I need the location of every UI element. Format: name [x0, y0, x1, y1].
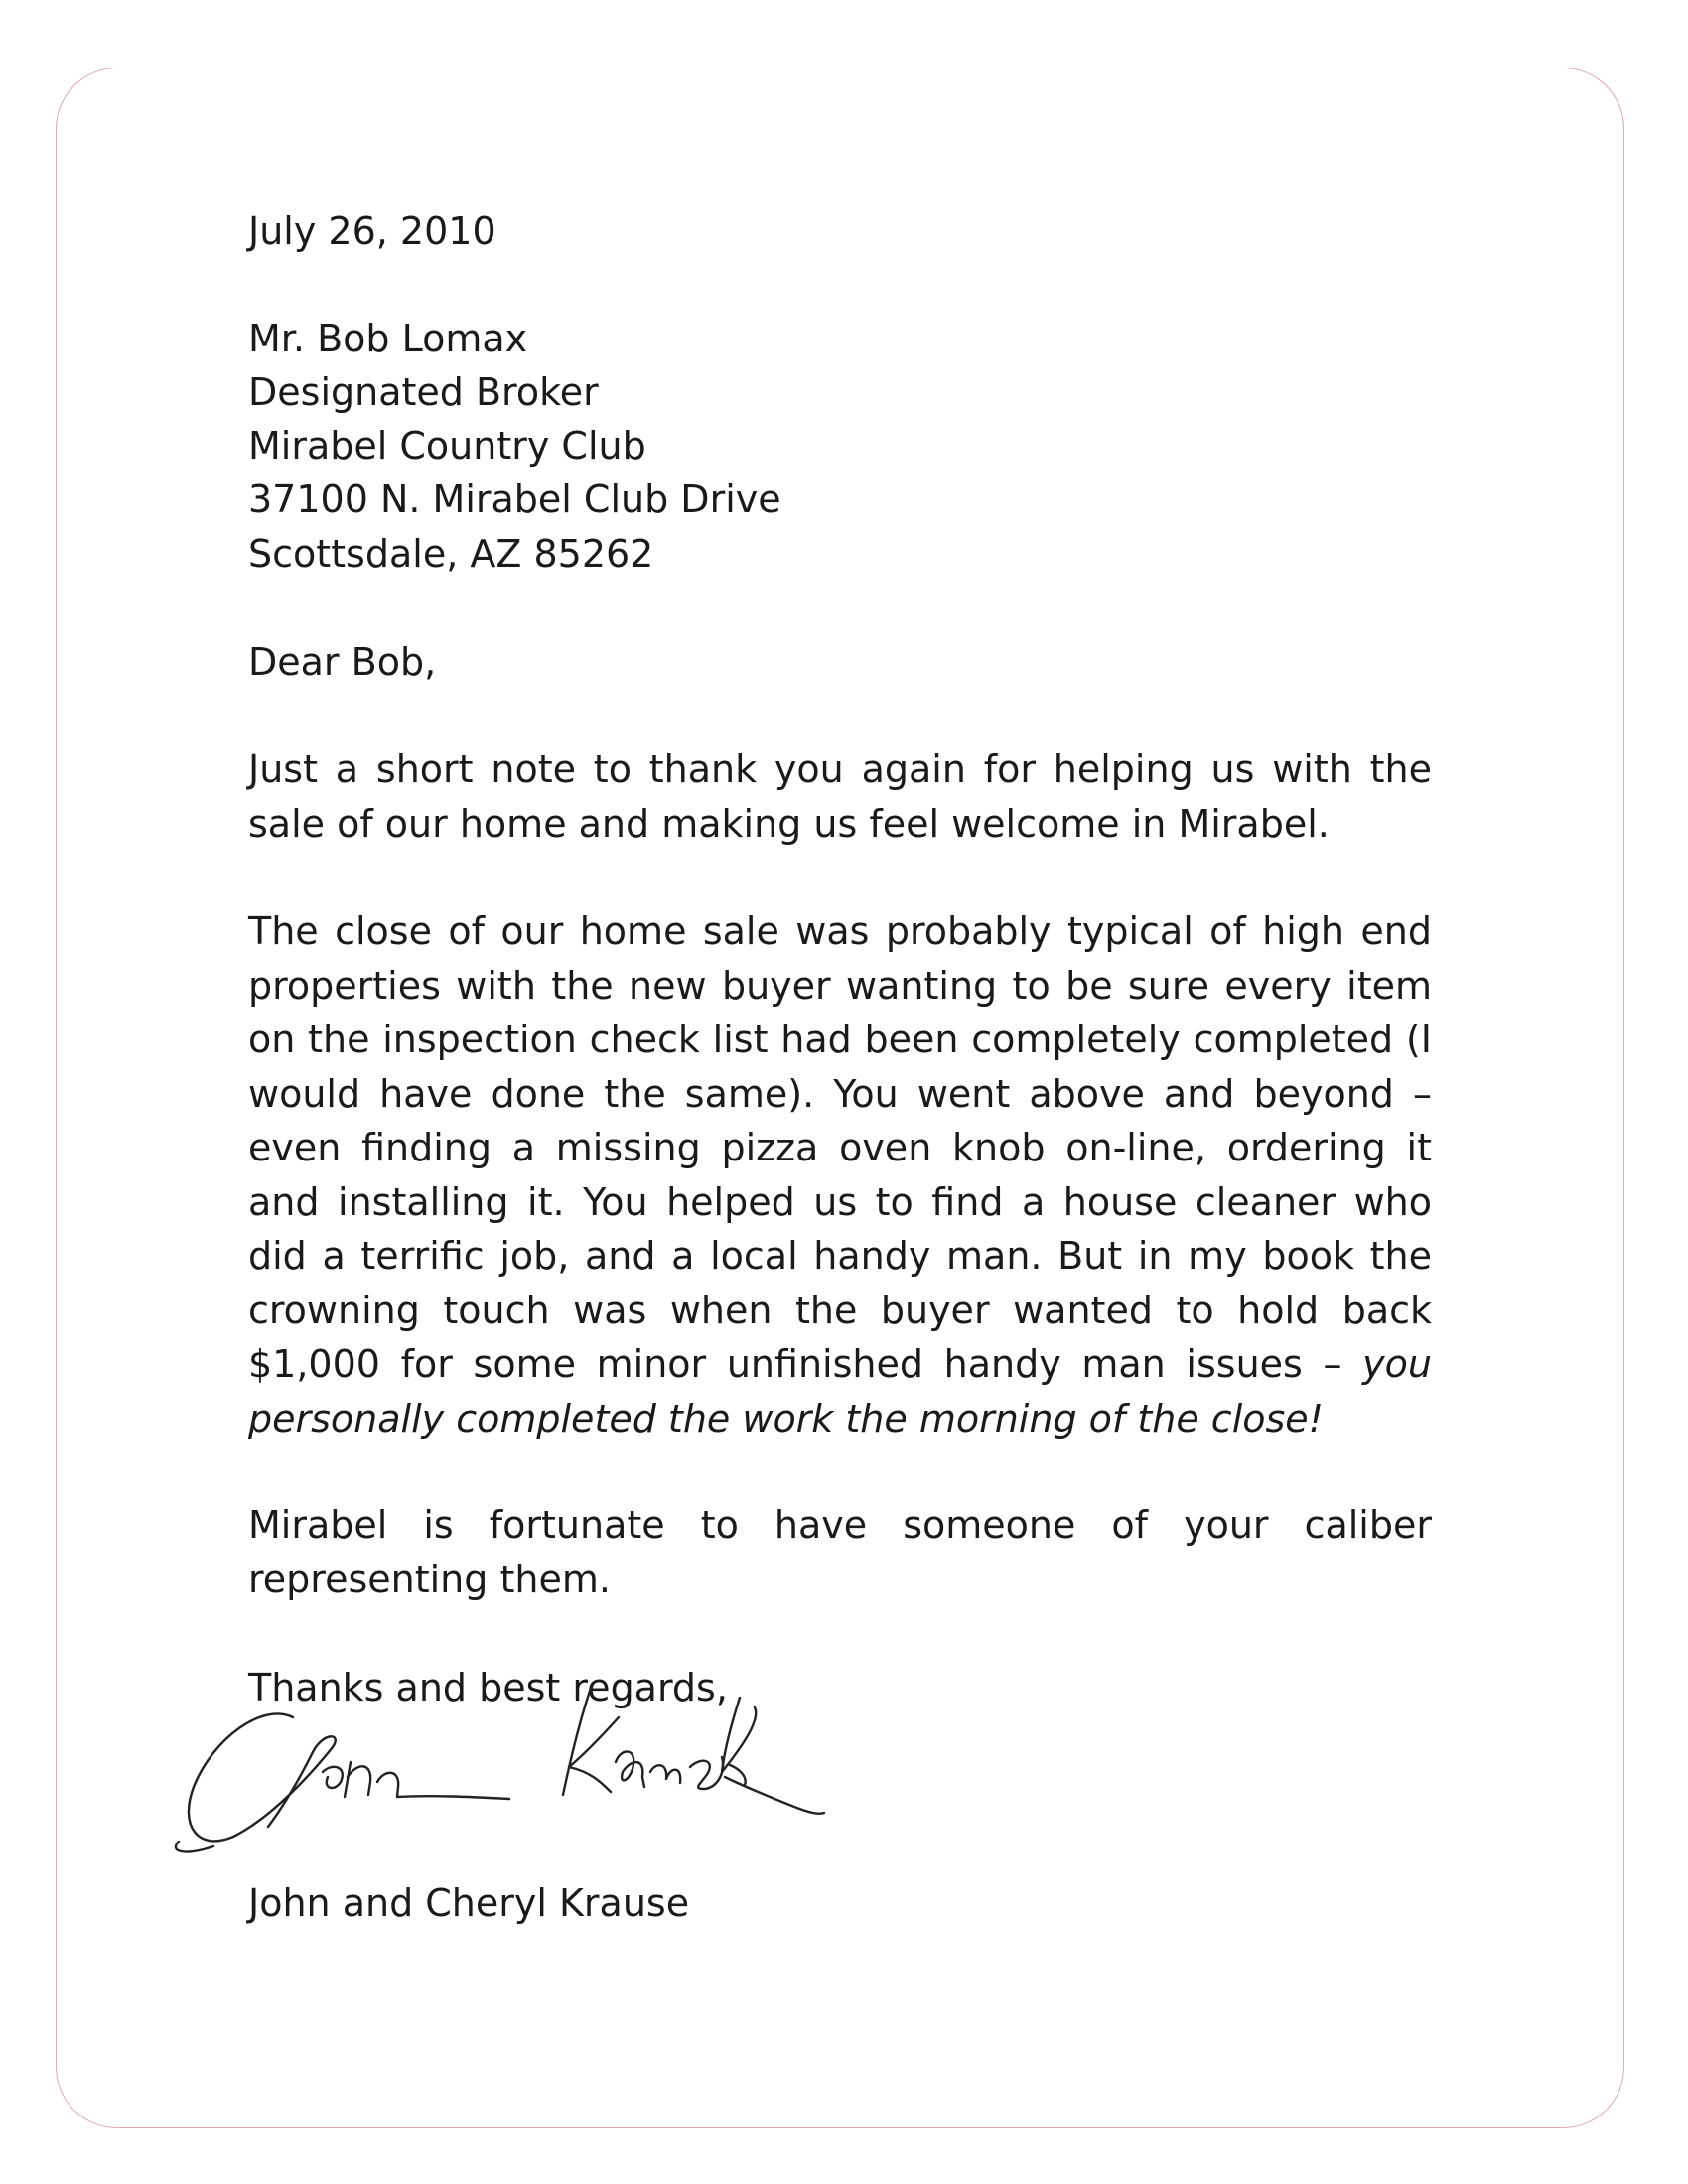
signature	[174, 1678, 889, 1876]
recipient-name: Mr. Bob Lomax	[248, 317, 528, 360]
paragraph-caliber: Mirabel is fortunate to have someone of your caliber representing them.	[248, 1503, 1432, 1601]
recipient-city-state-zip: Scottsdale, AZ 85262	[248, 532, 654, 576]
recipient-title: Designated Broker	[248, 370, 599, 414]
paragraph-close-text: The close of our home sale was probably typical of high end properties with the new buyer wanting to be sure every item on the inspection check list had been completely completed (I would have done the same). You went above and beyond – even finding a missing pizza oven knob on-line, ordering it and installing it. You helped us to find a house cleaner who did a terrific job, and a local handy man. But in my book the crowning touch was when the buyer wanted to hold back $1,000 for some minor unfinished handy man issues –	[248, 909, 1432, 1386]
paragraph-close-details	[248, 904, 1432, 1445]
paragraph-thanks: Just a short note to thank you again for helping us with the sale of our home and making us feel welcome in Mirabel.	[248, 748, 1432, 846]
letter-date: July 26, 2010	[248, 209, 496, 253]
salutation: Dear Bob,	[248, 640, 437, 684]
closing: Thanks and best regards,	[248, 1666, 728, 1709]
recipient-organization: Mirabel Country Club	[248, 424, 646, 468]
paragraph-close-emphasis: you personally completed the work the morning of the close!	[248, 1342, 1432, 1440]
signatories: John and Cheryl Krause	[248, 1881, 690, 1925]
recipient-street: 37100 N. Mirabel Club Drive	[248, 478, 781, 521]
